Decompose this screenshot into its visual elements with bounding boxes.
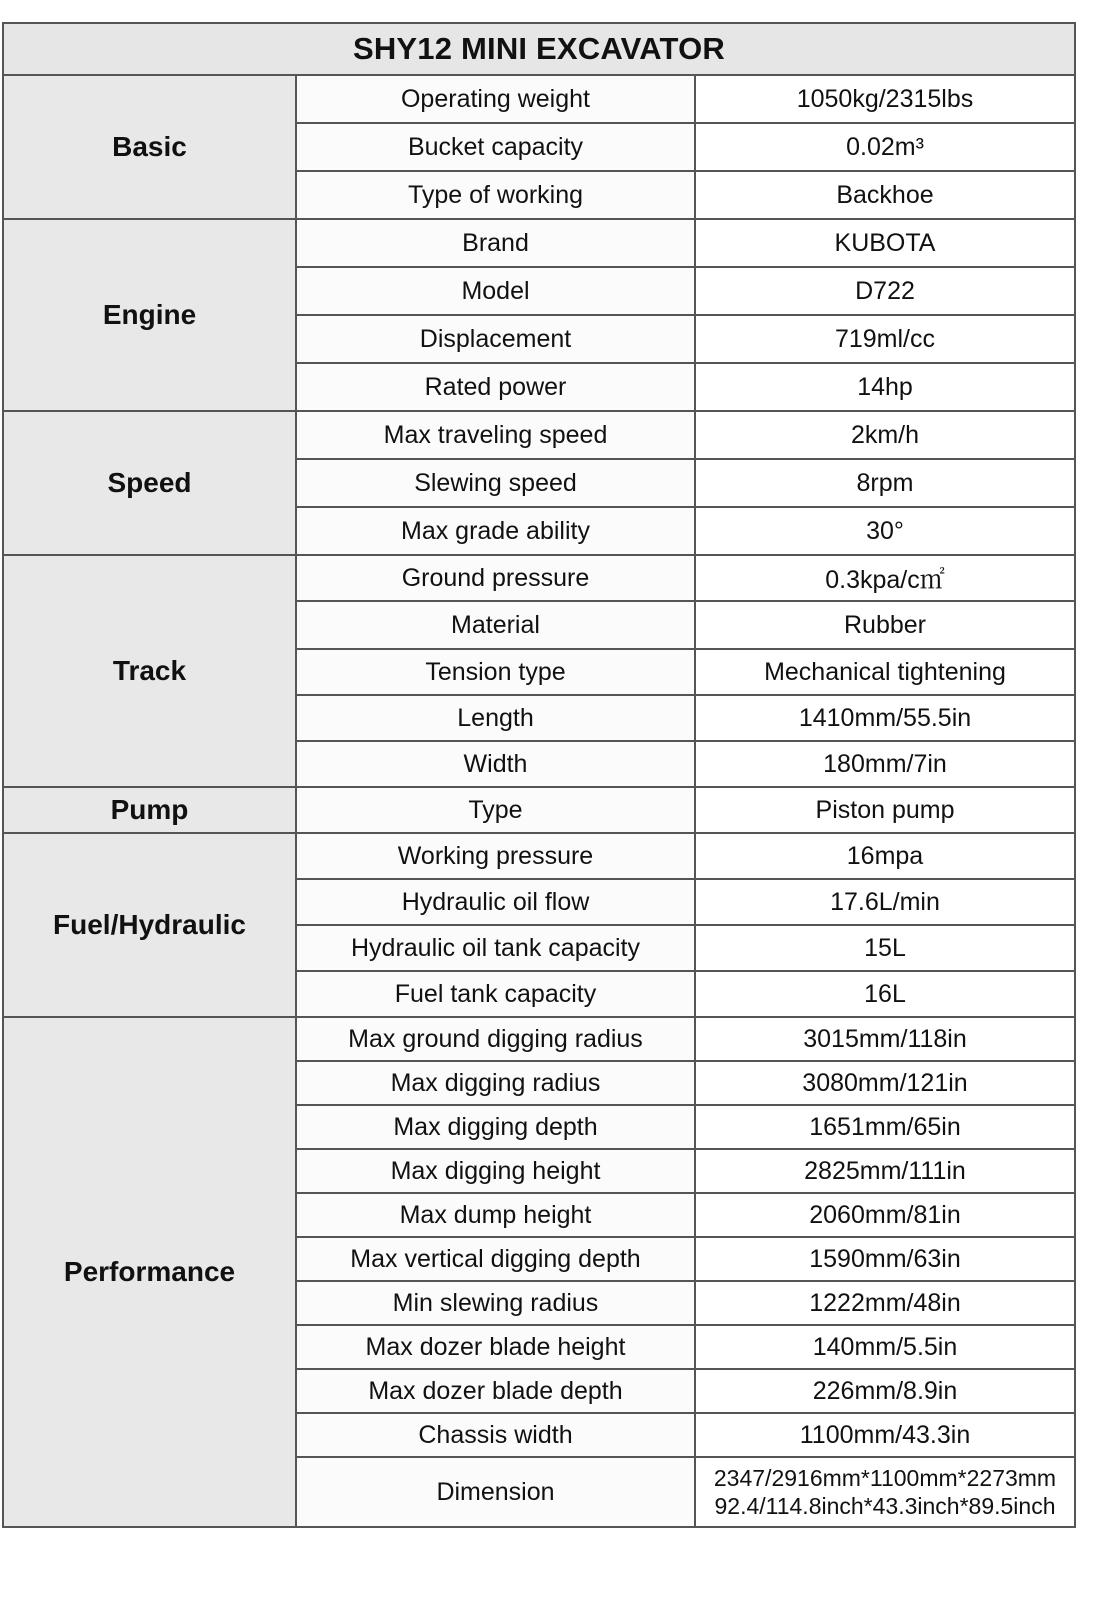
parameter-cell: Brand [296,219,695,267]
value-cell: 2060mm/81in [695,1193,1075,1237]
category-cell: Fuel/Hydraulic [3,833,296,1017]
category-cell: Pump [3,787,296,833]
parameter-cell: Slewing speed [296,459,695,507]
value-cell: Backhoe [695,171,1075,219]
parameter-cell: Min slewing radius [296,1281,695,1325]
parameter-cell: Dimension [296,1457,695,1527]
spec-row [3,219,1075,267]
parameter-cell: Hydraulic oil tank capacity [296,925,695,971]
parameter-cell: Max digging radius [296,1061,695,1105]
parameter-cell: Ground pressure [296,555,695,601]
value-cell: 1590mm/63in [695,1237,1075,1281]
value-cell: 14hp [695,363,1075,411]
parameter-cell: Tension type [296,649,695,695]
value-cell [695,1457,1075,1527]
parameter-cell: Length [296,695,695,741]
parameter-cell: Max vertical digging depth [296,1237,695,1281]
value-cell: KUBOTA [695,219,1075,267]
category-cell: Performance [3,1017,296,1527]
parameter-cell: Max traveling speed [296,411,695,459]
parameter-cell: Type [296,787,695,833]
value-cell: 0.3kpa/c㎡ [695,555,1075,601]
category-cell: Basic [3,75,296,219]
value-cell: 16L [695,971,1075,1017]
value-cell: 3080mm/121in [695,1061,1075,1105]
value-cell: 16mpa [695,833,1075,879]
title-row [3,23,1075,75]
parameter-cell: Type of working [296,171,695,219]
parameter-cell: Max ground digging radius [296,1017,695,1061]
parameter-cell: Model [296,267,695,315]
parameter-cell: Displacement [296,315,695,363]
spec-row [3,787,1075,833]
spec-row [3,411,1075,459]
value-cell: 30° [695,507,1075,555]
parameter-cell: Max digging depth [296,1105,695,1149]
value-cell: 15L [695,925,1075,971]
value-cell: 180mm/7in [695,741,1075,787]
spec-row [3,75,1075,123]
parameter-cell: Fuel tank capacity [296,971,695,1017]
category-cell: Speed [3,411,296,555]
parameter-cell: Width [296,741,695,787]
parameter-cell: Max dozer blade height [296,1325,695,1369]
value-cell: 1410mm/55.5in [695,695,1075,741]
value-cell: 226mm/8.9in [695,1369,1075,1413]
parameter-cell: Chassis width [296,1413,695,1457]
parameter-cell: Max digging height [296,1149,695,1193]
spec-table [2,22,1076,1528]
spec-row [3,1017,1075,1061]
parameter-cell: Operating weight [296,75,695,123]
value-cell: 0.02m³ [695,123,1075,171]
value-cell: 1222mm/48in [695,1281,1075,1325]
table-title: SHY12 MINI EXCAVATOR [3,23,1075,75]
value-cell: 3015mm/118in [695,1017,1075,1061]
spec-row [3,833,1075,879]
parameter-cell: Hydraulic oil flow [296,879,695,925]
parameter-cell: Working pressure [296,833,695,879]
parameter-cell: Bucket capacity [296,123,695,171]
value-cell: 1100mm/43.3in [695,1413,1075,1457]
value-cell: Mechanical tightening [695,649,1075,695]
parameter-cell: Max grade ability [296,507,695,555]
spec-row [3,555,1075,601]
value-cell: 1651mm/65in [695,1105,1075,1149]
value-cell: 2825mm/111in [695,1149,1075,1193]
parameter-cell: Material [296,601,695,649]
value-cell: 2km/h [695,411,1075,459]
value-cell: 140mm/5.5in [695,1325,1075,1369]
value-cell: 8rpm [695,459,1075,507]
value-cell: 719ml/cc [695,315,1075,363]
spec-body [3,75,1075,1527]
category-cell: Track [3,555,296,787]
value-cell: Rubber [695,601,1075,649]
value-line: 92.4/114.8inch*43.3inch*89.5inch [714,1493,1056,1519]
parameter-cell: Max dump height [296,1193,695,1237]
parameter-cell: Rated power [296,363,695,411]
category-cell: Engine [3,219,296,411]
parameter-cell: Max dozer blade depth [296,1369,695,1413]
value-cell: 1050kg/2315lbs [695,75,1075,123]
value-line: 2347/2916mm*1100mm*2273mm [713,1465,1057,1491]
value-cell: 17.6L/min [695,879,1075,925]
value-cell: Piston pump [695,787,1075,833]
value-cell: D722 [695,267,1075,315]
